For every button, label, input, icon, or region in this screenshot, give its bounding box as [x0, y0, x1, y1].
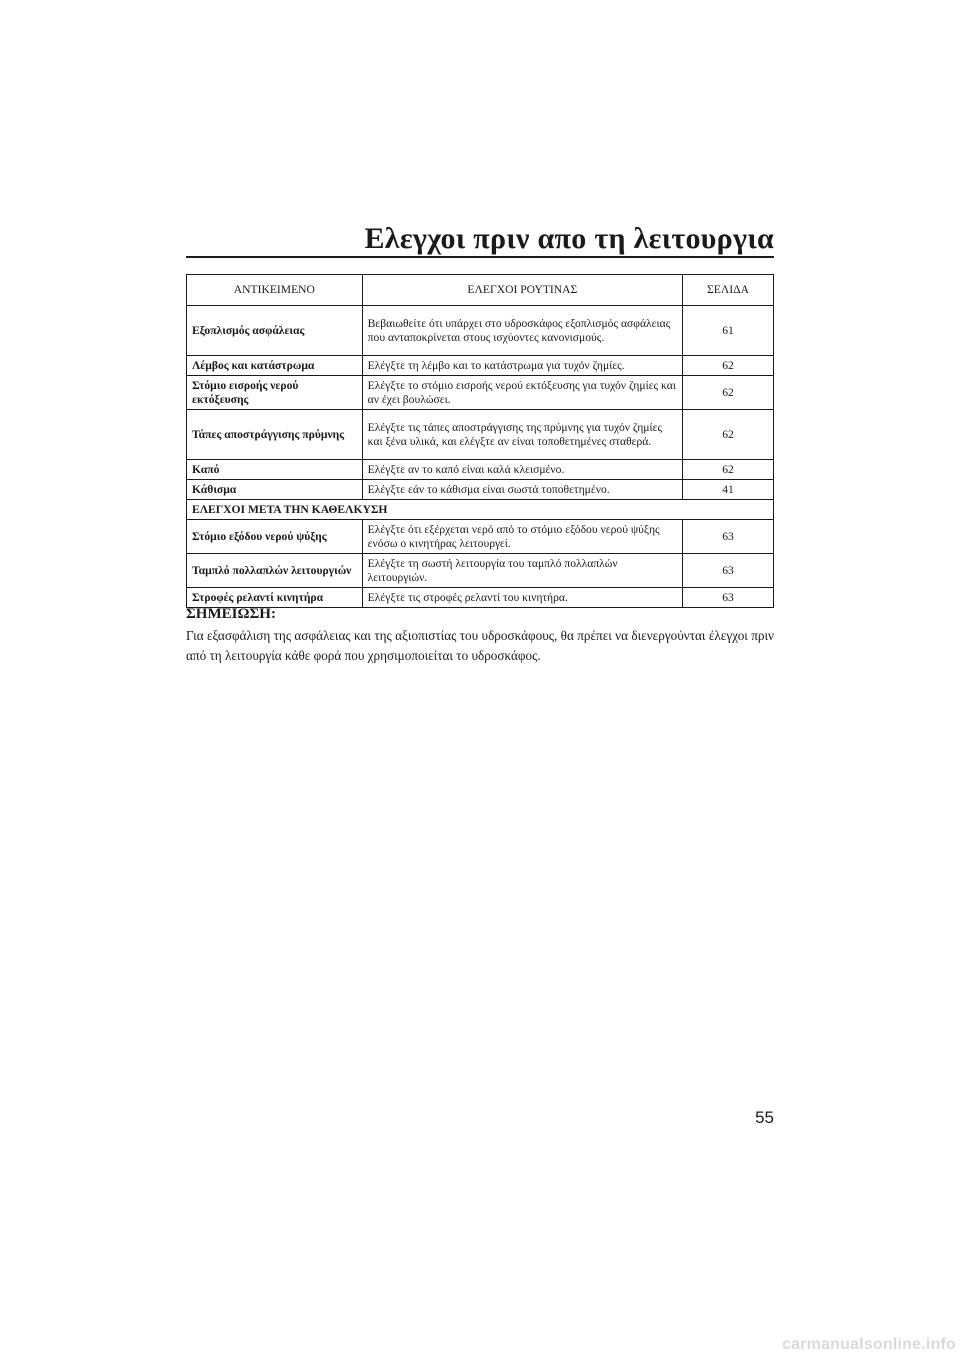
note-text: Για εξασφάλιση της ασφάλειας και της αξιοπιστίας του υδροσκάφους, θα πρέπει να διενεργούνται έλεγχοι πριν από τη λειτουργία κάθε φορά που χρησιμοποιείται το υδροσκάφος.	[186, 628, 774, 663]
row-check: Ελέγξτε τη σωστή λειτουργία του ταμπλό πολλαπλών λειτουργιών.	[362, 554, 682, 588]
header-page: ΣΕΛΙΔΑ	[683, 275, 774, 306]
table-row	[187, 520, 774, 554]
header-routine-checks: ΕΛΕΓΧΟΙ ΡΟΥΤΙΝΑΣ	[362, 275, 682, 306]
row-page: 62	[683, 410, 774, 460]
row-page: 63	[683, 554, 774, 588]
row-check: Ελέγξτε τη λέμβο και το κατάστρωμα για τυχόν ζημίες.	[362, 356, 682, 376]
row-page: 63	[683, 588, 774, 608]
row-page: 61	[683, 306, 774, 356]
row-page: 63	[683, 520, 774, 554]
section-row	[187, 500, 774, 520]
row-check: Ελέγξτε τις στροφές ρελαντί του κινητήρα.	[362, 588, 682, 608]
row-item: Κάθισμα	[187, 480, 363, 500]
row-item: Στροφές ρελαντί κινητήρα	[187, 588, 363, 608]
header-item: ΑΝΤΙΚΕΙΜΕΝΟ	[187, 275, 363, 306]
pre-operation-checks-table	[186, 274, 774, 608]
row-item: Ταμπλό πολλαπλών λειτουργιών	[187, 554, 363, 588]
row-check: Ελέγξτε αν το καπό είναι καλά κλεισμένο.	[362, 460, 682, 480]
row-page: 62	[683, 460, 774, 480]
row-page: 62	[683, 376, 774, 410]
table-row	[187, 554, 774, 588]
table-row	[187, 376, 774, 410]
row-page: 41	[683, 480, 774, 500]
table-row	[187, 410, 774, 460]
row-check: Ελέγξτε το στόμιο εισροής νερού εκτόξευσης για τυχόν ζημίες και αν έχει βουλώσει.	[362, 376, 682, 410]
table-row	[187, 588, 774, 608]
row-item: Καπό	[187, 460, 363, 480]
page-number: 55	[755, 1108, 774, 1127]
table-row	[187, 460, 774, 480]
row-item: Τάπες αποστράγγισης πρύμνης	[187, 410, 363, 460]
watermark: carmanualsonline.info	[781, 1336, 956, 1353]
row-check: Ελέγξτε τις τάπες αποστράγγισης της πρύμνης για τυχόν ζημίες και ξένα υλικά, και ελέγξτε αν είναι τοποθετημένες σταθερά.	[362, 410, 682, 460]
note-heading: ΣΗΜΕΙΩΣΗ:	[186, 606, 276, 622]
title-rule	[186, 256, 774, 258]
row-page: 62	[683, 356, 774, 376]
table-row	[187, 306, 774, 356]
row-item: Στόμιο εξόδου νερού ψύξης	[187, 520, 363, 554]
table-row	[187, 356, 774, 376]
row-item: Στόμιο εισροής νερού εκτόξευσης	[187, 376, 363, 410]
row-check: Βεβαιωθείτε ότι υπάρχει στο υδροσκάφος εξοπλισμός ασφάλειας που ανταποκρίνεται στους ισχύοντες κανονισμούς.	[362, 306, 682, 356]
row-item: Λέμβος και κατάστρωμα	[187, 356, 363, 376]
table-header-row	[187, 275, 774, 306]
row-check: Ελέγξτε ότι εξέρχεται νερό από το στόμιο εξόδου νερού ψύξης ενόσω ο κινητήρας λειτουργεί.	[362, 520, 682, 554]
section-title: ΕΛΕΓΧΟΙ ΜΕΤΑ ΤΗΝ ΚΑΘΕΛΚΥΣΗ	[187, 500, 774, 520]
row-item: Εξοπλισμός ασφάλειας	[187, 306, 363, 356]
page-title: Ελεγχοι πριν απο τη λειτουργια	[364, 222, 774, 255]
table-row	[187, 480, 774, 500]
row-check: Ελέγξτε εάν το κάθισμα είναι σωστά τοποθετημένο.	[362, 480, 682, 500]
